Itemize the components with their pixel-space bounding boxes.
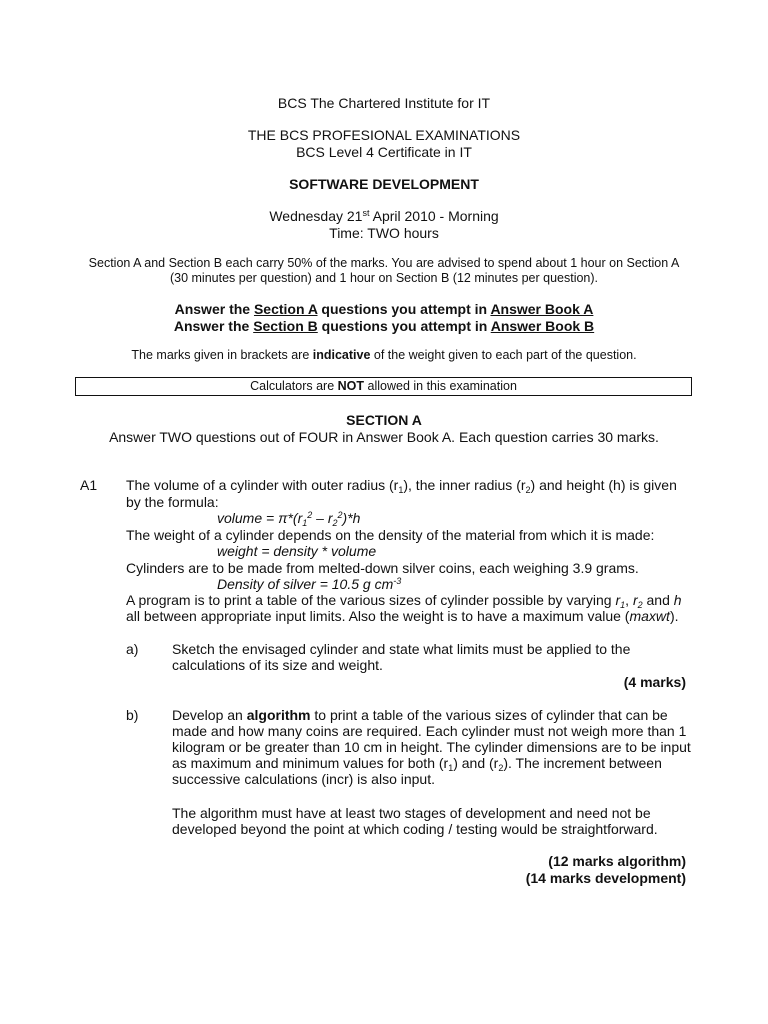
exam-body: THE BCS PROFESIONAL EXAMINATIONS <box>247 127 521 143</box>
calculator-notice: Calculators are NOT allowed in this examination <box>75 377 692 396</box>
part-b-para2-line-2: developed beyond the point at which coding / testing would be straightforward. <box>172 821 658 837</box>
question-number: A1 <box>80 477 98 493</box>
intro-line-2: (30 minutes per question) and 1 hour on Section B (12 minutes per question). <box>169 271 599 285</box>
institute-name: BCS The Chartered Institute for IT <box>277 95 491 111</box>
part-b-marks-algorithm: (12 marks algorithm) <box>548 853 686 869</box>
certificate-level: BCS Level 4 Certificate in IT <box>296 144 472 160</box>
limits-statement: all between appropriate input limits. Also the weight is to have a maximum value (maxwt). <box>126 608 679 624</box>
part-b-line-4: as maximum and minimum values for both $(r_1)$ and $(r_2)$. The increment between <box>172 755 662 773</box>
part-a-line-2: calculations of its size and weight. <box>172 657 383 673</box>
density-formula: Density of silver = 10.5 g $cm^{-3}$ <box>217 576 402 592</box>
coins-statement: Cylinders are to be made from melted-down silver coins, each weighing 3.9 grams. <box>126 560 639 576</box>
intro-line-1: Section A and Section B each carry 50% of the marks. You are advised to spend about 1 hour on Section A <box>88 256 680 270</box>
volume-formula: volume = $\pi*(r_1^2 - r_2^2)*h$ <box>217 510 361 528</box>
exam-duration: Time: TWO hours <box>329 225 439 241</box>
section-a-instruction: Answer TWO questions out of FOUR in Answer Book A. Each question carries 30 marks. <box>109 429 659 445</box>
part-b-line-5: successive calculations (incr) is also input. <box>172 771 435 787</box>
part-a-marks: (4 marks) <box>623 674 686 690</box>
question-text-line-1: The volume of a cylinder with outer radius $(r_1)$, the inner radius $(r_2)$ and height (h) is given <box>126 477 677 495</box>
weight-intro: The weight of a cylinder depends on the density of the material from which it is made: <box>126 527 655 543</box>
part-b-marks-development: (14 marks development) <box>525 870 686 886</box>
part-b-line-2: made and how many coins are required. Each cylinder must not weigh more than 1 <box>172 723 687 739</box>
answer-book-b-instruction: Answer the Section B questions you attempt in Answer Book B <box>173 318 595 334</box>
exam-date: Wednesday 21st April 2010 - Morning <box>269 208 499 224</box>
question-text-line-2: by the formula: <box>126 494 219 510</box>
part-a-label: a) <box>126 641 139 657</box>
part-b-para2-line-1: The algorithm must have at least two stages of development and need not be <box>172 805 651 821</box>
weight-formula: weight = density * volume <box>217 543 377 559</box>
section-a-title: SECTION A <box>346 412 422 428</box>
answer-book-a-instruction: Answer the Section A questions you attempt in Answer Book A <box>174 301 594 317</box>
program-statement: A program is to print a table of the various sizes of cylinder possible by varying $r_1$, $r_2$ and h <box>126 592 682 610</box>
part-b-line-1: Develop an algorithm to print a table of the various sizes of cylinder that can be <box>172 707 668 723</box>
part-b-line-3: kilogram or be greater than 10 cm in height. The cylinder dimensions are to be input <box>172 739 691 755</box>
subject-title: SOFTWARE DEVELOPMENT <box>289 176 479 192</box>
marks-note: The marks given in brackets are indicative of the weight given to each part of the question. <box>131 348 637 362</box>
part-a-line-1: Sketch the envisaged cylinder and state what limits must be applied to the <box>172 641 631 657</box>
part-b-label: b) <box>126 707 139 723</box>
